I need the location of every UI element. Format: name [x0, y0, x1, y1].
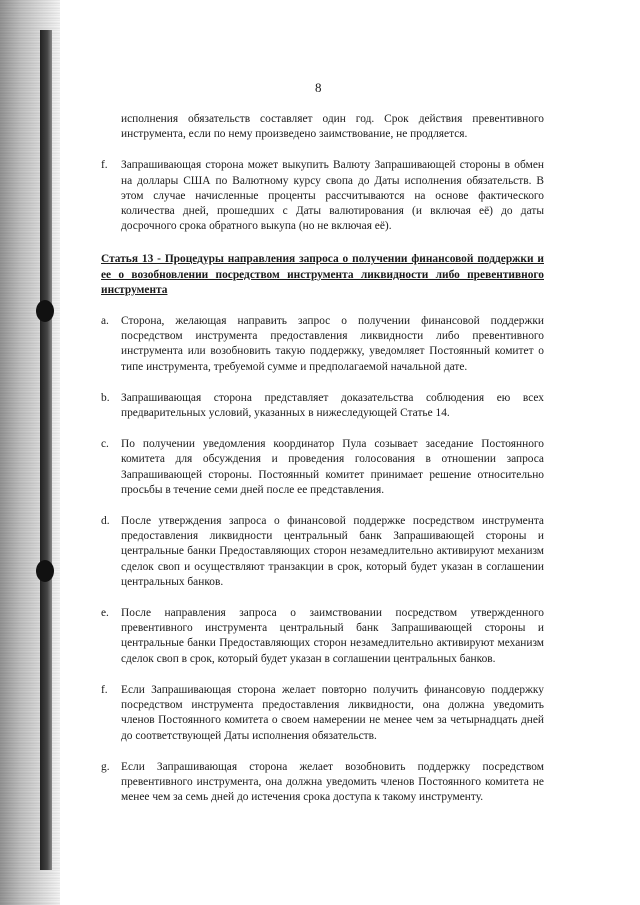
list-item	[101, 437, 544, 498]
document-body	[101, 112, 544, 805]
item-letter: e.	[101, 607, 109, 620]
list-item	[101, 158, 544, 234]
item-letter: g.	[101, 760, 110, 773]
binder-edge	[40, 30, 52, 870]
punch-hole	[36, 560, 54, 582]
item-text: Запрашивающая сторона представляет доказательства соблюдения ею всех предварительных условий, указанных в нижеследующей Статье 14.	[121, 391, 544, 420]
item-letter: d.	[101, 515, 110, 528]
item-text: Сторона, желающая направить запрос о получении финансовой поддержки посредством инструмента предоставления ликвидности либо превентивного инструмента или возобновить такую поддержку, уведомляет Постоянный комитет о типе инструмента, требуемой сумме и предполагаемой начальной дате.	[121, 315, 544, 373]
list-item	[101, 606, 544, 667]
item-text: Если Запрашивающая сторона желает повторно получить финансовую поддержку посредством инструмента предоставления ликвидности, она должна уведомить членов Постоянного комитета о своем намерении не менее чем за четырнадцать дней до соответствующей Даты исполнения обязательств.	[121, 683, 544, 742]
page-number: 8	[315, 80, 322, 95]
item-text: После утверждения запроса о финансовой поддержке посредством инструмента предоставления ликвидности центральный банк Запрашивающей стороны и центральные банки Предоставляющих сторон незамедлительно активируют механизм сделок своп и осуществляют транзакции в срок, который будет указан в соглашении центральных банков.	[121, 515, 544, 588]
punch-hole	[36, 300, 54, 322]
list-item	[101, 760, 544, 806]
item-letter: c.	[101, 438, 109, 451]
item-text: После направления запроса о заимствовании посредством утвержденного превентивного инструмента центральный банк Запрашивающей стороны и центральные банки Предоставляющих сторон незамедлительно активируют механизм сделок своп в срок, который будет указан в соглашении центральных банков.	[121, 607, 544, 665]
continuation-paragraph: исполнения обязательств составляет один год. Срок действия превентивного инструмента, если по нему произведено заимствование, не продляется.	[121, 113, 544, 141]
list-item	[101, 683, 544, 744]
item-text: Запрашивающая сторона может выкупить Валюту Запрашивающей стороны в обмен на доллары США по Валютному курсу свопа до Даты исполнения обязательств. В этом случае начисленные проценты рассчитываются на основе фактического количества дней, прошедших с Даты валютирования (и включая её) до даты досрочного срока обратного выкупа (но не включая её).	[121, 159, 544, 233]
item-text: По получении уведомления координатор Пула созывает заседание Постоянного комитета для обсуждения и проведения голосования в отношении запроса Запрашивающей стороны. Постоянный комитет принимает решение относительно просьбы в течение семи дней после ее представления.	[121, 438, 544, 496]
item-letter: a.	[101, 315, 109, 328]
list-item	[101, 314, 544, 375]
list-item	[101, 391, 544, 421]
item-letter: f.	[101, 159, 108, 172]
item-letter: f.	[101, 683, 108, 696]
article-heading: Статья 13 - Процедуры направления запроса о получении финансовой поддержки и ее о возобновлении посредством инструмента ликвидности либо превентивного инструмента	[101, 253, 544, 296]
list-item	[101, 514, 544, 590]
item-letter: b.	[101, 391, 110, 404]
item-text: Если Запрашивающая сторона желает возобновить поддержку посредством превентивного инструмента, она должна уведомить членов Постоянного комитета не менее чем за семь дней до истечения срока доступа к такому инструменту.	[121, 760, 544, 804]
